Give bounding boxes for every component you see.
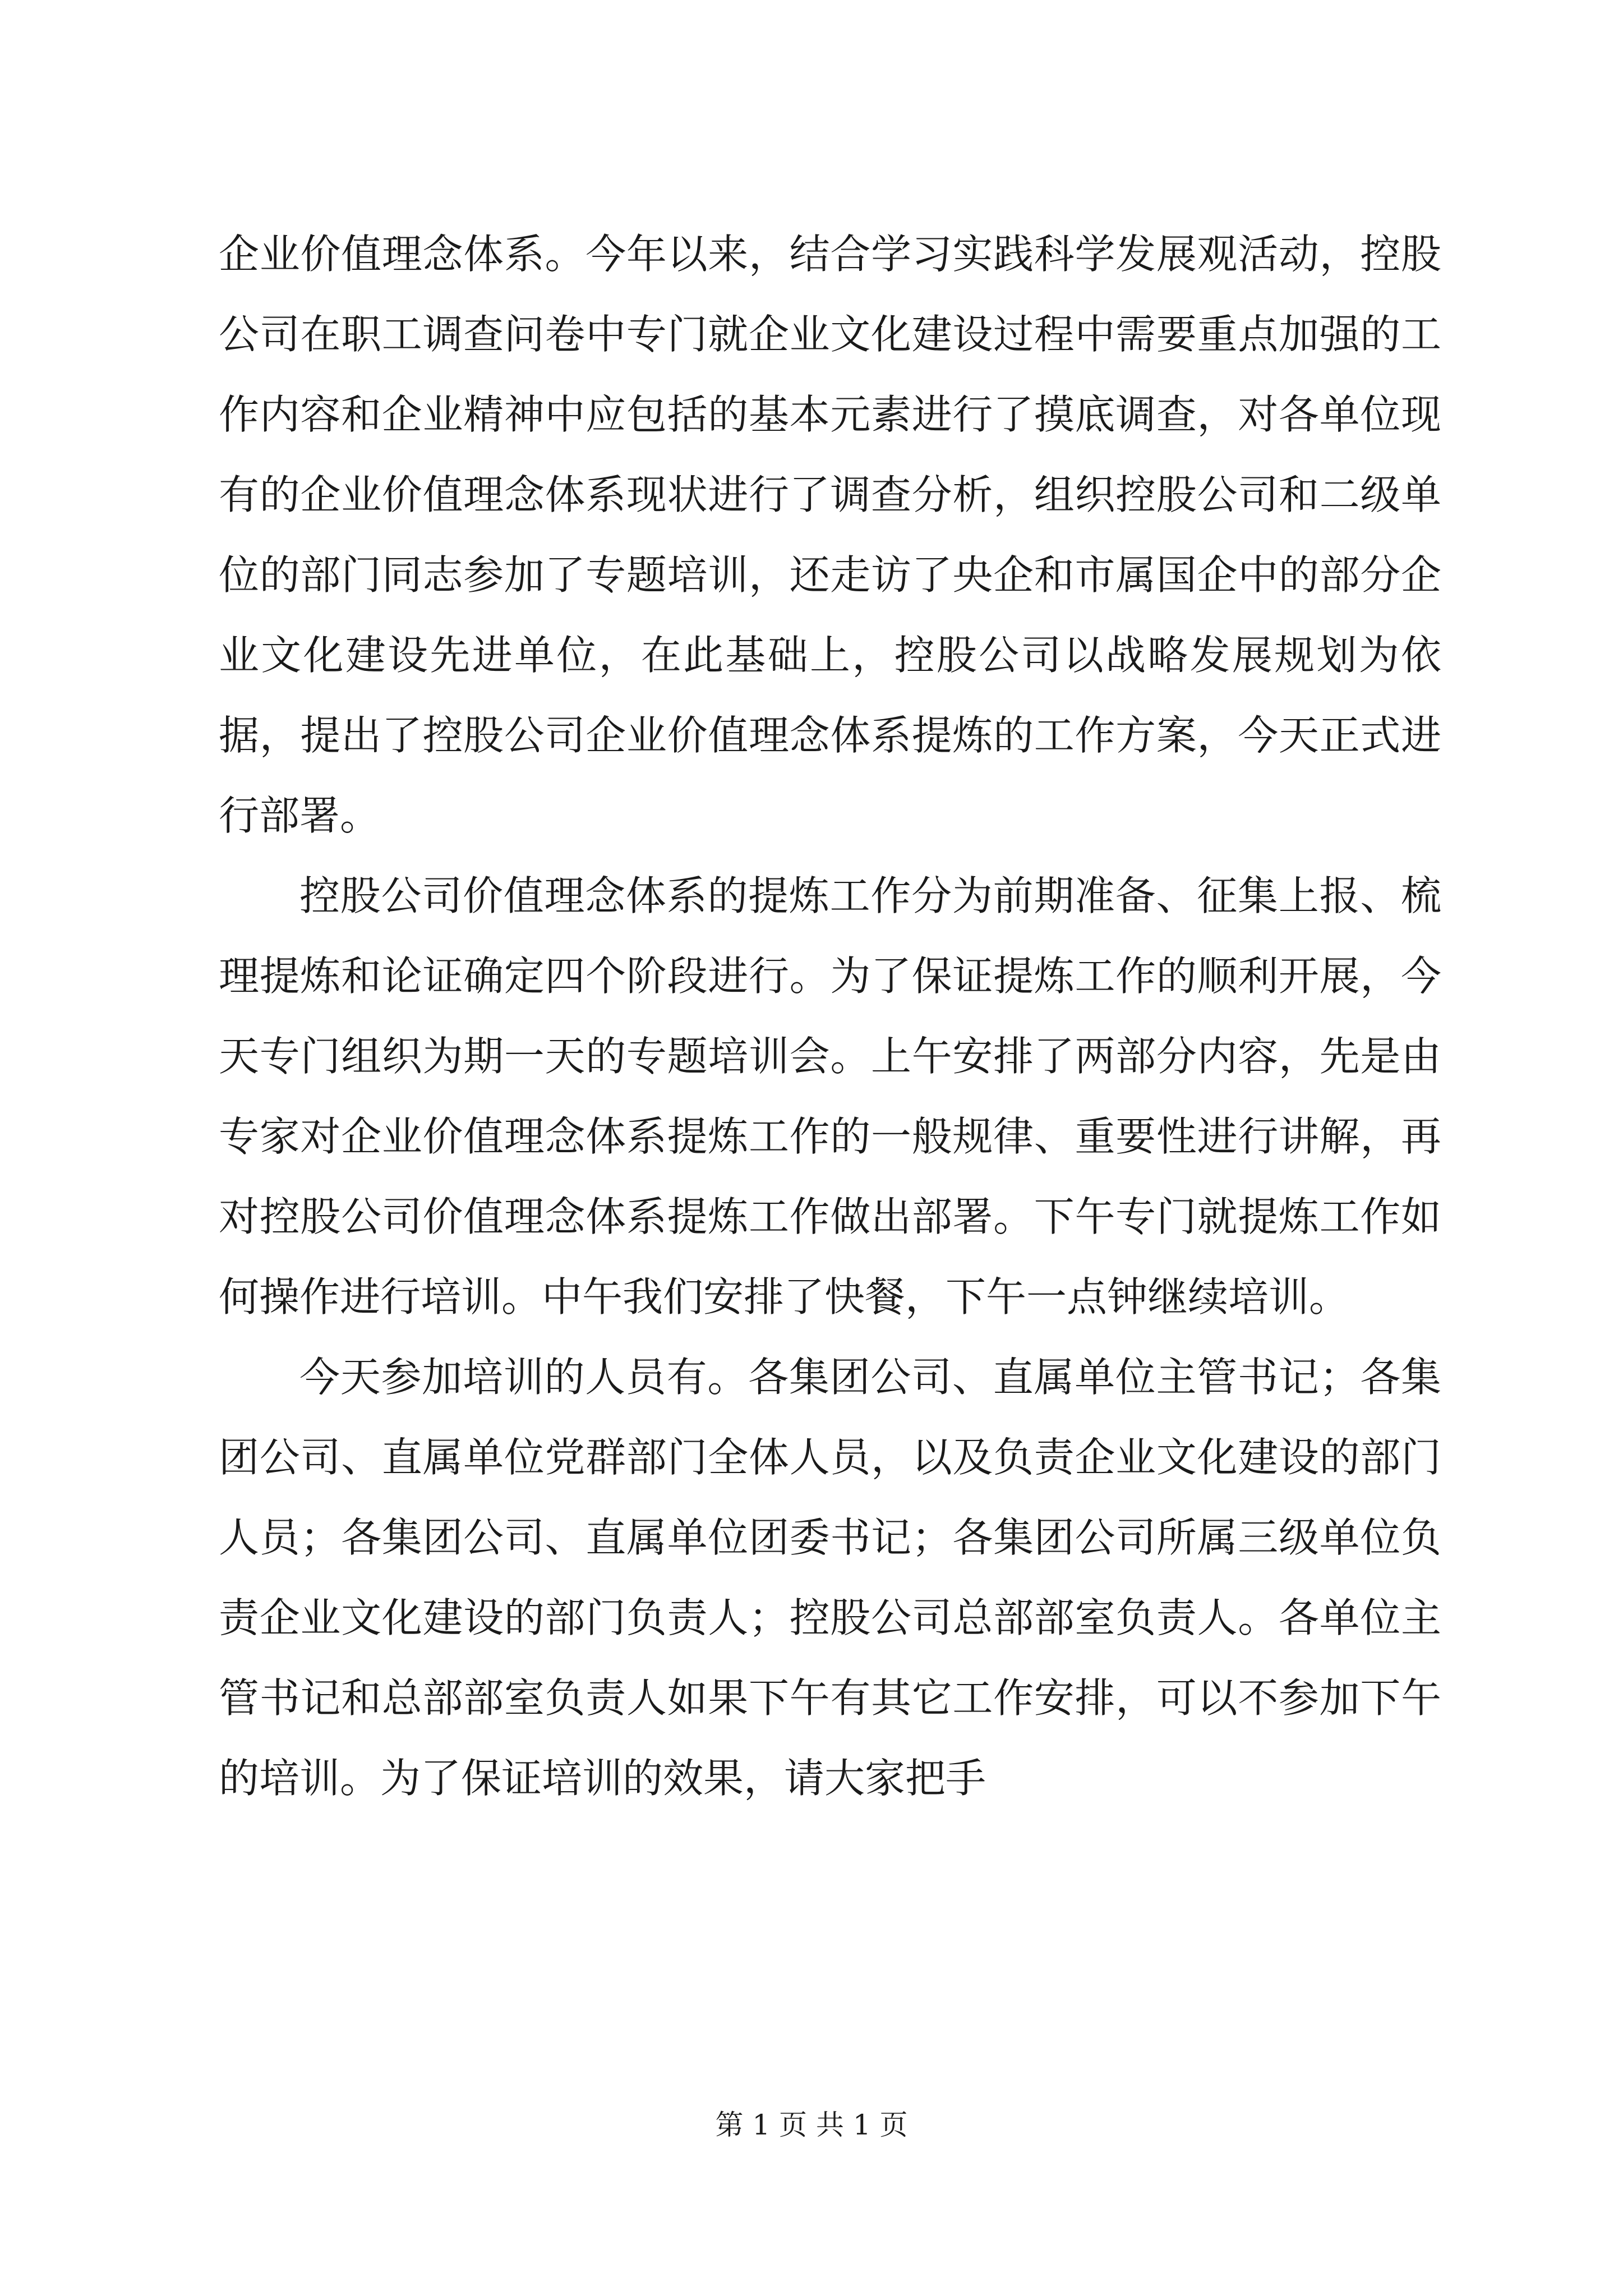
- paragraph-work-stages: 控股公司价值理念体系的提炼工作分为前期准备、征集上报、梳理提炼和论证确定四个阶段进行。为了保证提炼工作的顺利开展，今天专门组织为期一天的专题培训会。上午安排了两部分内容，先是由专家对企业价值理念体系提炼工作的一般规律、重要性进行讲解，再对控股公司价值理念体系提炼工作做出部署。下午专门就提炼工作如何操作进行培训。中午我们安排了快餐，下午一点钟继续培训。: [219, 872, 1441, 1320]
- paragraph-attendees: 今天参加培训的人员有。各集团公司、直属单位主管书记；各集团公司、直属单位党群部门全体人员，以及负责企业文化建设的部门人员；各集团公司、直属单位团委书记；各集团公司所属三级单位负责企业文化建设的部门负责人；控股公司总部部室负责人。各单位主管书记和总部部室负责人如果下午有其它工作安排，可以不参加下午的培训。为了保证培训的效果，请大家把手: [219, 1354, 1441, 1802]
- paragraph-continuation: 企业价值理念体系。今年以来，结合学习实践科学发展观活动，控股公司在职工调查问卷中专门就企业文化建设过程中需要重点加强的工作内容和企业精神中应包括的基本元素进行了摸底调查，对各单位现有的企业价值理念体系现状进行了调查分析，组织控股公司和二级单位的部门同志参加了专题培训，还走访了央企和市属国企中的部分企业文化建设先进单位，在此基础上，控股公司以战略发展规划为依据，提出了控股公司企业价值理念体系提炼的工作方案，今天正式进行部署。: [219, 231, 1441, 839]
- page-footer: 第 1 页 共 1 页: [715, 2109, 908, 2141]
- document-body: [219, 214, 1441, 1819]
